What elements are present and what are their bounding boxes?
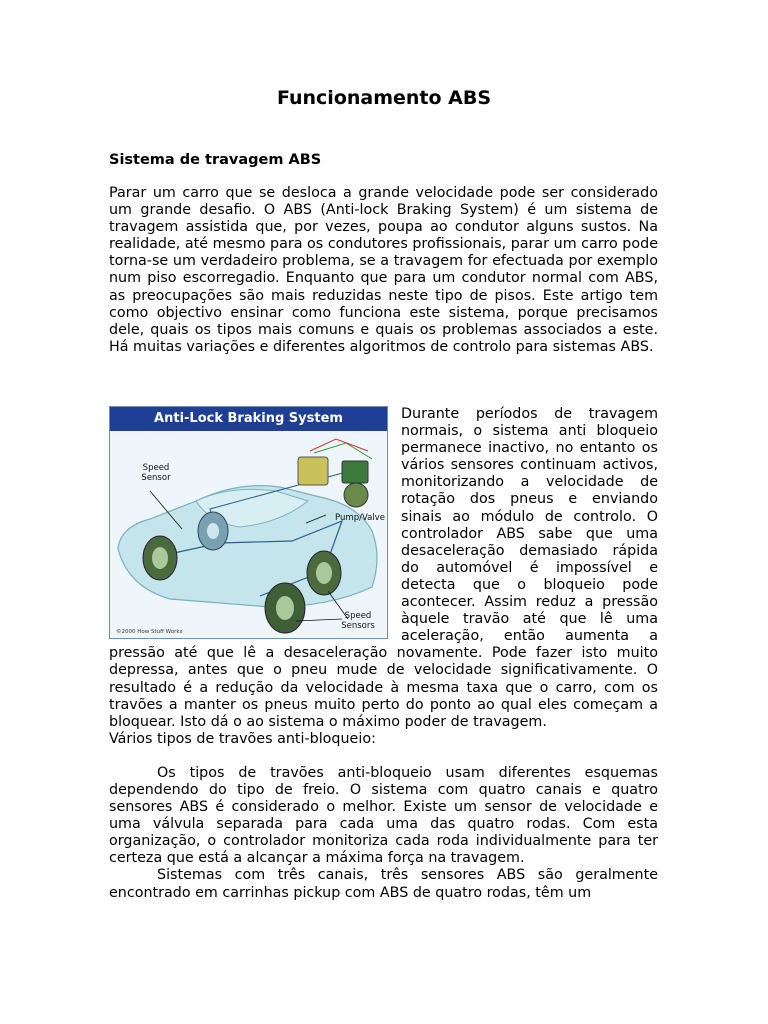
speed-sensors-label: Speed Sensors <box>341 611 375 631</box>
section-heading: Sistema de travagem ABS <box>109 152 322 168</box>
four-channel-paragraph: Os tipos de travões anti-bloqueio usam diferentes esquemas dependendo do tipo de freio. O sistema com quatro canais e quatro sensores ABS é considerado o melhor. Existe um sensor de velocidade e uma válvula separada para cada uma das quatro rodas. Com esta organização, o controlador monitoriza cada roda individualmente para ter certeza que está a alcançar a máxima força na travagem. <box>109 764 658 867</box>
abs-operation-paragraph: Durante períodos de travagem normais, o sistema anti bloqueio permanece inactivo, no entanto os vários sensores continuam activos, monitorizando a velocidade de rotação dos pneus e enviando sinais ao módulo de controlo. O controlador ABS sabe que uma desaceleração demasiado rápida do automóvel é impossível e detecta que o bloqueio pode acontecer. Assim reduz a pressão àquele travão até que lê uma aceleração, então aumenta a pressão até que lê a desaceleração novamente. Pode fazer isto muito depressa, antes que o pneu mude de velocidade significativamente. O resultado é a redução da velocidade à mesma taxa que o carro, com os travões a manter os pneus muito perto do ponto ao qual eles começam a bloquear. Isto dá o ao sistema o máximo poder de travagem. <box>109 406 658 730</box>
page-title: Funcionamento ABS <box>276 87 492 109</box>
front-right-wheel <box>265 583 305 633</box>
speed-sensor-label: Speed Sensor <box>141 463 171 483</box>
types-heading: Vários tipos de travões anti-bloqueio: <box>109 730 376 747</box>
pump-valve-label: Pump/Valve <box>335 513 385 523</box>
abs-diagram-figure <box>109 406 388 639</box>
three-channel-paragraph: Sistemas com três canais, três sensores ABS são geralmente encontrado em carrinhas pickup com ABS de quatro rodas, têm um <box>109 867 658 901</box>
figure-copyright: ©2000 How Stuff Works <box>116 629 183 635</box>
figure-section <box>109 406 658 902</box>
figure-title: Anti-Lock Braking System <box>110 407 387 431</box>
intro-paragraph: Parar um carro que se desloca a grande velocidade pode ser considerado um grande desafio. O ABS (Anti-lock Braking System) é um sistema de travagem assistida que, por vezes, poupa ao condutor alguns sustos. Na realidade, até mesmo para os condutores profissionais, parar um carro pode torna-se um verdadeiro problema, se a travagem for efectuada por exemplo num piso escorregadio. Enquanto que para um condutor normal com ABS, as preocupações são mais reduzidas neste tipo de pisos. Este artigo tem como objectivo ensinar como funciona este sistema, porque precisamos dele, quais os tipos mais comuns e quais os problemas associados a este. Há muitas variações e diferentes algoritmos de controlo para sistemas ABS. <box>109 185 658 355</box>
spacer <box>109 748 658 765</box>
rear-left-wheel <box>307 551 341 595</box>
rear-wheel-disc <box>198 512 228 550</box>
front-left-wheel <box>143 536 177 580</box>
